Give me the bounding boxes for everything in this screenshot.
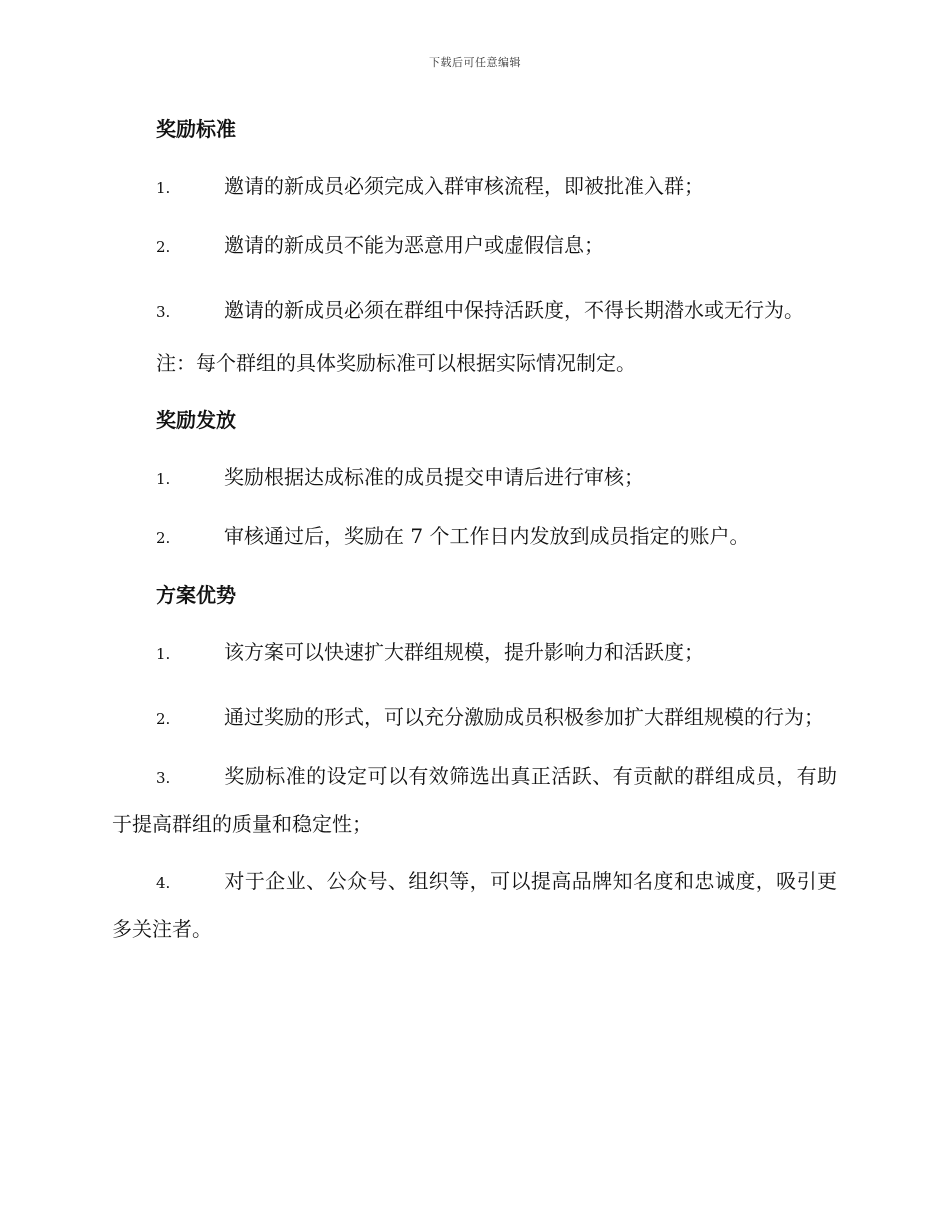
list-item <box>112 169 837 205</box>
list-item <box>112 287 837 335</box>
list-item-text: 奖励标准的设定可以有效筛选出真正活跃、有贡献的群组成员，有助于提高群组的质量和稳定性； <box>112 764 837 836</box>
list-item-text: 审核通过后，奖励在 7 个工作日内发放到成员指定的账户。 <box>224 524 750 548</box>
list-number: 1. <box>156 470 171 488</box>
section-heading-reward-criteria: 奖励标准 <box>156 117 236 141</box>
section-note: 注：每个群组的具体奖励标准可以根据实际情况制定。 <box>156 351 636 375</box>
section-heading-reward-distribution: 奖励发放 <box>156 408 236 432</box>
document-body <box>112 112 837 963</box>
section-heading-plan-advantages: 方案优势 <box>156 583 236 607</box>
page-header: 下载后可任意编辑 <box>429 56 521 69</box>
list-item <box>112 519 837 555</box>
list-item <box>112 694 837 742</box>
list-item-text: 奖励根据达成标准的成员提交申请后进行审核； <box>224 465 644 489</box>
list-item-text: 对于企业、公众号、组织等，可以提高品牌知名度和忠诚度，吸引更多关注者。 <box>112 869 837 941</box>
list-item <box>112 635 837 671</box>
list-number: 2. <box>156 529 171 547</box>
list-item-text: 通过奖励的形式，可以充分激励成员积极参加扩大群组规模的行为； <box>224 705 824 729</box>
list-item-text: 邀请的新成员必须完成入群审核流程，即被批准入群； <box>224 174 704 198</box>
list-item-text: 邀请的新成员必须在群组中保持活跃度，不得长期潜水或无行为。 <box>224 298 804 322</box>
list-number: 1. <box>156 179 171 197</box>
list-item-text: 邀请的新成员不能为恶意用户或虚假信息； <box>224 233 604 257</box>
list-number: 4. <box>156 874 171 892</box>
list-item <box>112 228 837 264</box>
list-number: 3. <box>156 769 171 787</box>
list-number: 2. <box>156 238 171 256</box>
list-item <box>112 858 837 952</box>
list-number: 2. <box>156 710 171 728</box>
list-number: 3. <box>156 303 171 321</box>
list-item <box>112 753 837 847</box>
list-item <box>112 460 837 496</box>
list-number: 1. <box>156 645 171 663</box>
list-item-text: 该方案可以快速扩大群组规模，提升影响力和活跃度； <box>224 640 704 664</box>
